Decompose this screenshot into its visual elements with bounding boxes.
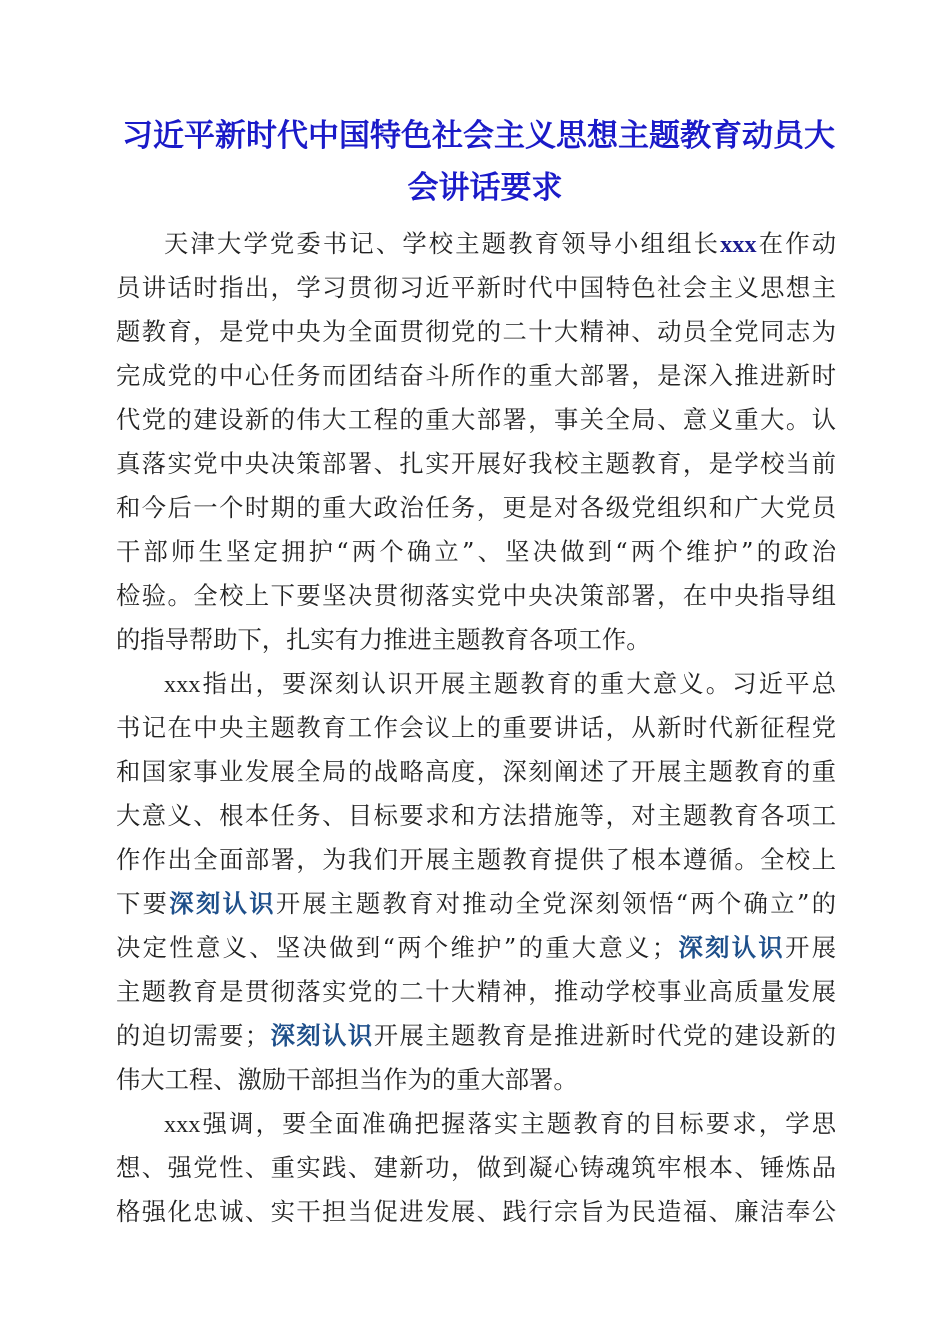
- text-segment: 开展: [785, 933, 837, 962]
- paragraph-3-line-3: 格强化忠诚、实干担当促进发展、践行宗旨为民造福、廉洁奉公: [116, 1197, 836, 1226]
- paragraph-3-line-1: [116, 1102, 836, 1146]
- paragraph-1-line-5: 代党的建设新的伟大工程的重大部署，事关全局、意义重大。认: [116, 405, 836, 434]
- text-segment: 开展主题教育是推进新时代党的建设新的: [373, 1021, 837, 1050]
- paragraph-1-line-10: 的指导帮助下，扎实有力推进主题教育各项工作。: [116, 625, 651, 654]
- paragraph-2-line-3: 和国家事业发展全局的战略高度，深刻阐述了开展主题教育的重: [116, 757, 836, 786]
- paragraph-1-line-2: 员讲话时指出，学习贯彻习近平新时代中国特色社会主义思想主: [116, 273, 836, 302]
- paragraph-1-line-4: 完成党的中心任务而团结奋斗所作的重大部署，是深入推进新时: [116, 361, 836, 390]
- paragraph-1-line-7: 和今后一个时期的重大政治任务，更是对各级党组织和广大党员: [116, 493, 836, 522]
- name-placeholder: xxx: [164, 1111, 201, 1138]
- text-segment: 开展主题教育对推动全党深刻领悟“两个确立”的: [275, 889, 837, 918]
- paragraph-2-line-8: 主题教育是贯彻落实党的二十大精神，推动学校事业高质量发展: [116, 977, 836, 1006]
- highlighted-phrase: 深刻认识: [269, 1021, 374, 1050]
- name-placeholder: xxx: [720, 231, 757, 258]
- text-segment: 下要: [116, 889, 170, 918]
- paragraph-2-line-10: 伟大工程、激励干部担当作为的重大部署。: [116, 1065, 578, 1094]
- text-segment: 在作动: [756, 229, 837, 258]
- paragraph-1-line-1: [116, 222, 836, 266]
- text-segment: 强调，要全面准确把握落实主题教育的目标要求，学思: [200, 1109, 836, 1138]
- highlighted-phrase: 深刻认识: [169, 889, 276, 918]
- paragraph-2-line-1: [116, 662, 836, 706]
- paragraph-2-line-9: [116, 1014, 836, 1058]
- paragraph-2-line-2: 书记在中央主题教育工作会议上的重要讲话，从新时代新征程党: [116, 713, 836, 742]
- text-segment: 天津大学党委书记、学校主题教育领导小组组长: [164, 229, 721, 258]
- document-title-line-2: 会讲话要求: [407, 170, 563, 206]
- paragraph-2-line-7: [116, 926, 836, 970]
- highlighted-phrase: 深刻认识: [676, 933, 786, 962]
- text-segment: 的迫切需要；: [116, 1021, 270, 1050]
- paragraph-2-line-6: [116, 882, 836, 926]
- text-segment: 指出，要深刻认识开展主题教育的重大意义。习近平总: [200, 669, 836, 698]
- paragraph-2-line-5: 作作出全面部署，为我们开展主题教育提供了根本遵循。全校上: [116, 845, 836, 874]
- name-placeholder: xxx: [164, 671, 201, 698]
- document-title-line-1: 习近平新时代中国特色社会主义思想主题教育动员大: [122, 118, 835, 154]
- paragraph-1-line-9: 检验。全校上下要坚决贯彻落实党中央决策部署，在中央指导组: [116, 581, 836, 610]
- text-segment: 决定性意义、坚决做到“两个维护”的重大意义；: [116, 933, 677, 962]
- paragraph-3-line-2: 想、强党性、重实践、建新功，做到凝心铸魂筑牢根本、锤炼品: [116, 1153, 836, 1182]
- paragraph-1-line-3: 题教育，是党中央为全面贯彻党的二十大精神、动员全党同志为: [116, 317, 836, 346]
- paragraph-2-line-4: 大意义、根本任务、目标要求和方法措施等，对主题教育各项工: [116, 801, 836, 830]
- paragraph-1-line-8: 干部师生坚定拥护“两个确立”、坚决做到“两个维护”的政治: [116, 537, 836, 566]
- paragraph-1-line-6: 真落实党中央决策部署、扎实开展好我校主题教育，是学校当前: [116, 449, 836, 478]
